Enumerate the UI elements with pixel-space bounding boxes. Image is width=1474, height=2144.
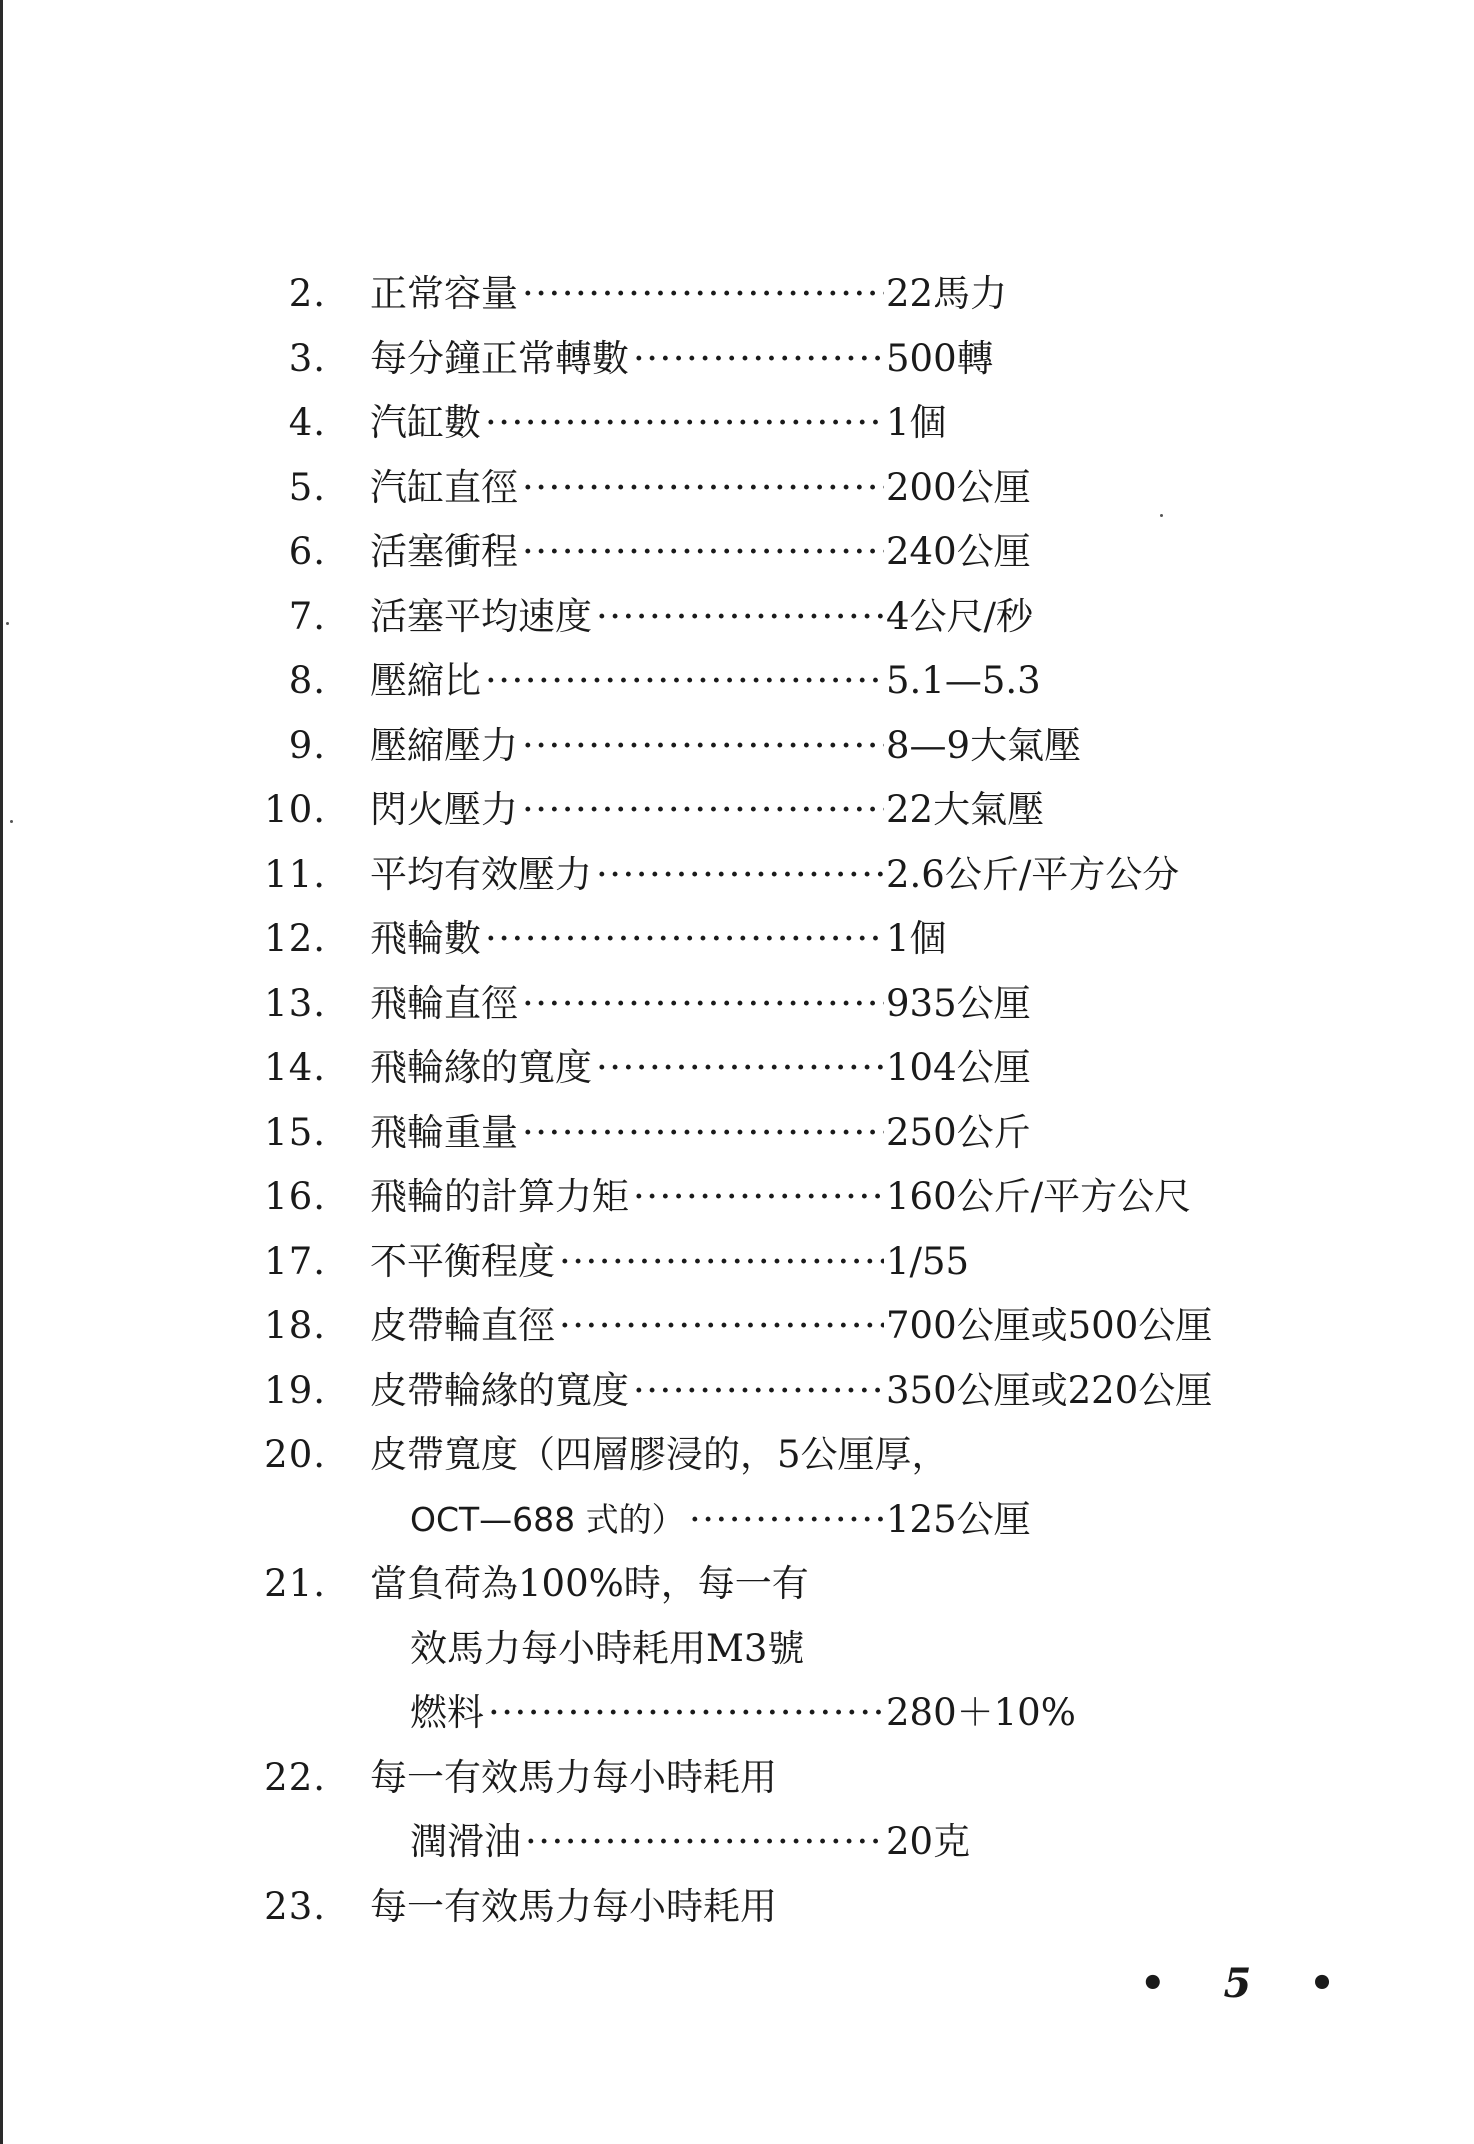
item-label: 效馬力每小時耗用M3號 xyxy=(410,1626,805,1670)
item-value: 8—9大氣壓 xyxy=(886,723,1082,767)
item-number: 18. xyxy=(264,1304,326,1347)
list-item-continuation xyxy=(0,1488,1474,1553)
item-label: 活塞衝程 xyxy=(370,530,518,573)
item-label: 壓縮比 xyxy=(370,659,481,702)
item-number: 13. xyxy=(264,981,326,1025)
list-item xyxy=(0,1746,1474,1811)
item-number: 2. xyxy=(288,272,326,315)
list-item xyxy=(0,1294,1474,1359)
item-label: 每一有效馬力每小時耗用 xyxy=(370,1755,777,1799)
leader-dots xyxy=(522,262,884,327)
item-value: 1個 xyxy=(886,917,947,960)
leader-dots xyxy=(522,714,884,779)
list-item xyxy=(0,1552,1474,1617)
leader-dots xyxy=(596,585,884,650)
leader-dots xyxy=(633,1359,884,1424)
item-value: 2.6公斤/平方公分 xyxy=(886,852,1180,896)
item-number: 15. xyxy=(264,1110,326,1154)
item-number: 9. xyxy=(288,723,326,767)
item-number: 6. xyxy=(288,530,326,573)
list-item-continuation xyxy=(0,1681,1474,1746)
item-value: 935公厘 xyxy=(886,981,1031,1025)
item-value: 240公厘 xyxy=(886,530,1031,573)
leader-dots xyxy=(522,456,884,521)
list-item xyxy=(0,778,1474,843)
list-item-continuation xyxy=(0,1617,1474,1682)
item-number: 12. xyxy=(264,917,326,960)
item-number: 19. xyxy=(264,1368,326,1412)
leader-dots xyxy=(689,1488,884,1553)
item-number: 17. xyxy=(264,1239,326,1283)
item-value: 500轉 xyxy=(886,336,994,380)
leader-dots xyxy=(559,1230,884,1295)
item-value: 1/55 xyxy=(886,1239,970,1283)
leader-dots xyxy=(596,843,884,908)
item-label: 汽缸直徑 xyxy=(370,465,518,509)
leader-dots xyxy=(485,391,884,456)
item-value: 20克 xyxy=(886,1820,971,1863)
list-item xyxy=(0,327,1474,392)
list-item xyxy=(0,1875,1474,1940)
list-item xyxy=(0,1165,1474,1230)
item-label: 活塞平均速度 xyxy=(370,594,592,638)
item-value: 5.1—5.3 xyxy=(886,659,1041,702)
list-item xyxy=(0,649,1474,714)
list-item xyxy=(0,843,1474,908)
item-label: 皮帶輪緣的寬度 xyxy=(370,1368,629,1412)
list-item xyxy=(0,714,1474,779)
item-value: 350公厘或220公厘 xyxy=(886,1368,1213,1412)
list-item xyxy=(0,391,1474,456)
item-label: 每分鐘正常轉數 xyxy=(370,336,629,380)
item-number: 11. xyxy=(264,852,326,896)
item-number: 21. xyxy=(264,1562,326,1605)
item-label: 當負荷為100%時，每一有 xyxy=(370,1562,809,1605)
item-value: 1個 xyxy=(886,401,947,444)
item-value: 22大氣壓 xyxy=(886,788,1045,831)
item-number: 10. xyxy=(264,788,326,831)
item-number: 23. xyxy=(264,1884,326,1928)
leader-dots xyxy=(596,1036,884,1101)
item-value: 200公厘 xyxy=(886,465,1031,509)
item-number: 7. xyxy=(288,594,326,638)
leader-dots xyxy=(488,1681,884,1746)
item-label: 正常容量 xyxy=(370,272,518,315)
item-value: 4公尺/秒 xyxy=(886,594,1034,638)
leader-dots xyxy=(522,1101,884,1166)
item-value: 125公厘 xyxy=(886,1497,1031,1541)
leader-dots xyxy=(522,972,884,1037)
item-label: 飛輪重量 xyxy=(370,1110,518,1154)
item-label: 飛輪緣的寬度 xyxy=(370,1046,592,1089)
item-label: OCT—688 式的） xyxy=(410,1499,685,1539)
list-item-continuation xyxy=(0,1810,1474,1875)
list-item xyxy=(0,907,1474,972)
leader-dots xyxy=(559,1294,884,1359)
item-number: 4. xyxy=(288,401,326,444)
item-value: 22馬力 xyxy=(886,272,1008,315)
leader-dots xyxy=(522,778,884,843)
item-value: 104公厘 xyxy=(886,1046,1031,1089)
item-label: 汽缸數 xyxy=(370,401,481,444)
list-item xyxy=(0,262,1474,327)
leader-dots xyxy=(485,649,884,714)
leader-dots xyxy=(633,1165,884,1230)
list-item xyxy=(0,1423,1474,1488)
leader-dots xyxy=(633,327,884,392)
item-number: 5. xyxy=(288,465,326,509)
item-label: 每一有效馬力每小時耗用 xyxy=(370,1884,777,1928)
list-item xyxy=(0,1036,1474,1101)
item-value: 280＋10% xyxy=(886,1691,1076,1734)
list-item xyxy=(0,1101,1474,1166)
item-label: 壓縮壓力 xyxy=(370,723,518,767)
item-number: 16. xyxy=(264,1175,326,1218)
list-item xyxy=(0,585,1474,650)
list-item xyxy=(0,972,1474,1037)
list-item xyxy=(0,520,1474,585)
item-number: 14. xyxy=(264,1046,326,1089)
list-item xyxy=(0,456,1474,521)
leader-dots xyxy=(485,907,884,972)
item-value: 250公斤 xyxy=(886,1110,1031,1154)
item-label: 飛輪數 xyxy=(370,917,481,960)
item-value: 160公斤/平方公尺 xyxy=(886,1175,1192,1218)
item-label: 飛輪的計算力矩 xyxy=(370,1175,629,1218)
leader-dots xyxy=(525,1810,884,1875)
item-number: 3. xyxy=(288,336,326,380)
item-label: 潤滑油 xyxy=(410,1820,521,1863)
page-number: • 5 • xyxy=(1140,1960,1357,2007)
item-number: 8. xyxy=(288,659,326,702)
item-label: 燃料 xyxy=(410,1691,484,1734)
item-label: 皮帶寬度（四層膠浸的，5公厘厚， xyxy=(370,1433,949,1476)
item-value: 700公厘或500公厘 xyxy=(886,1304,1213,1347)
item-number: 22. xyxy=(264,1755,326,1799)
item-label: 飛輪直徑 xyxy=(370,981,518,1025)
spec-list xyxy=(0,262,1474,1939)
list-item xyxy=(0,1359,1474,1424)
list-item xyxy=(0,1230,1474,1295)
item-label: 平均有效壓力 xyxy=(370,852,592,896)
item-number: 20. xyxy=(264,1433,326,1476)
item-label: 不平衡程度 xyxy=(370,1239,555,1283)
item-label: 閃火壓力 xyxy=(370,788,518,831)
leader-dots xyxy=(522,520,884,585)
item-label: 皮帶輪直徑 xyxy=(370,1304,555,1347)
